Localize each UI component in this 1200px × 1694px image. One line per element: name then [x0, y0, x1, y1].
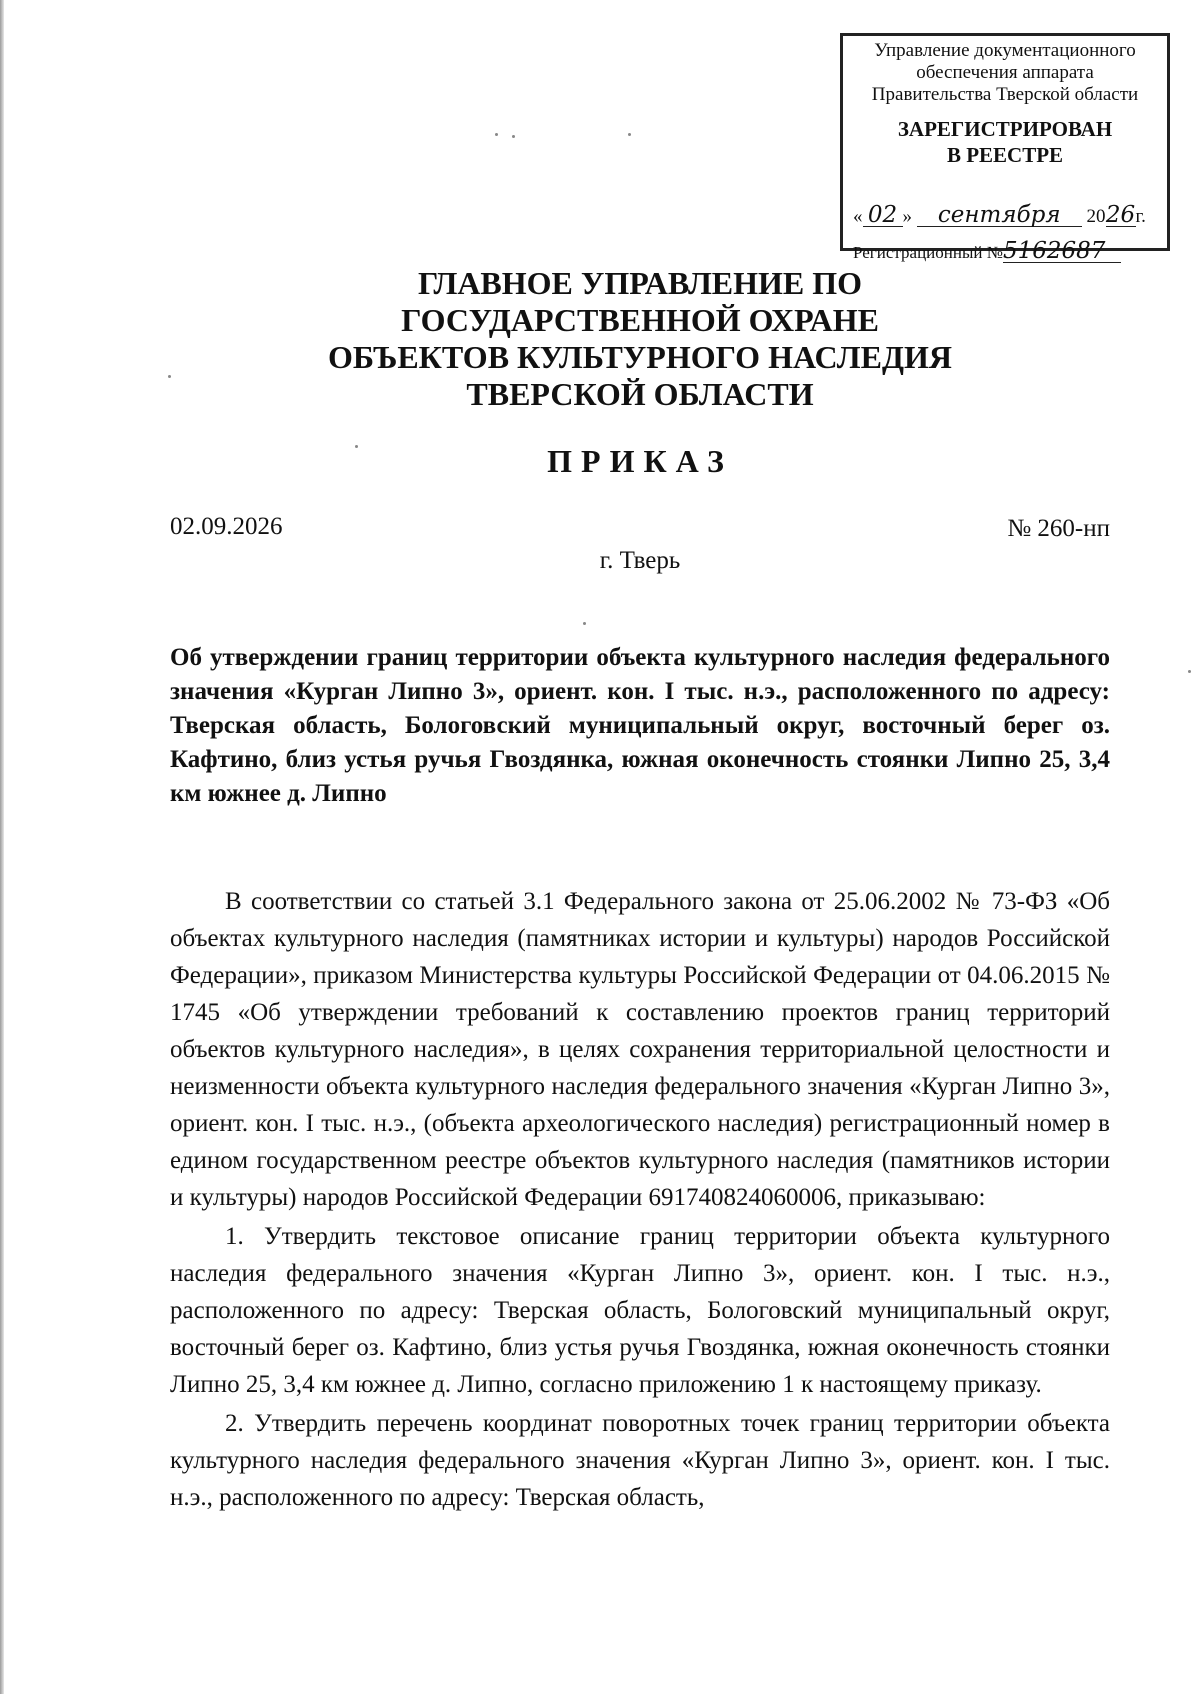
- stamp-reg-number: [853, 240, 1163, 264]
- stamp-reg-label: Регистрационный №: [853, 243, 1003, 262]
- stamp-organization: [843, 40, 1167, 106]
- scan-speck: [495, 133, 498, 136]
- stamp-year-suffix: 26: [1105, 202, 1136, 228]
- document-number: № 260-нп: [1007, 515, 1110, 542]
- heading-line1: ГЛАВНОЕ УПРАВЛЕНИЕ ПО: [417, 265, 863, 301]
- scan-edge: [0, 0, 4, 1694]
- stamp-org-line1: Управление документационного: [874, 40, 1136, 61]
- heading-line2: ГОСУДАРСТВЕННОЙ ОХРАНЕ: [401, 302, 879, 338]
- body-preamble: В соответствии со статьей 3.1 Федерального закона от 25.06.2002 № 73-ФЗ «Об объектах культурного наследия (памятниках истории и культуры) народов Российской Федерации», приказом Министерства культуры Российской Федерации от 04.06.2015 № 1745 «Об утверждении требований к составлению проектов границ территорий объектов культурного наследия», в целях сохранения территориальной целостности и неизменности объекта культурного наследия федерального значения «Курган Липно 3», ориент. кон. I тыс. н.э., (объекта археологического наследия) регистрационный номер в едином государственном реестре объектов культурного наследия (памятников истории и культуры) народов Российской Федерации 691740824060006, приказываю:: [170, 888, 1110, 1211]
- scan-speck: [583, 622, 586, 625]
- stamp-month: сентября: [917, 204, 1082, 227]
- stamp-year-prefix: 20: [1086, 206, 1106, 227]
- body-item-1: 1. Утвердить текстовое описание границ территории объекта культурного наследия федерального значения «Курган Липно 3», ориент. кон. I тыс. н.э., расположенного по адресу: Тверская область, Бологовский муниципальный округ, восточный берег оз. Кафтино, близ устья ручья Гвоздянка, южная оконечность стоянки Липно 25, 3,4 км южнее д. Липно, согласно приложению 1 к настоящему приказу.: [170, 1223, 1110, 1398]
- document-date: 02.09.2026: [170, 513, 283, 540]
- stamp-org-line2: обеспечения аппарата: [916, 62, 1094, 83]
- scan-speck: [628, 133, 631, 136]
- stamp-day: 02: [863, 204, 903, 227]
- stamp-reg-value: 5162687: [1003, 240, 1121, 263]
- organization-heading: [170, 265, 1110, 413]
- scan-speck: [512, 135, 515, 138]
- scan-speck: [1188, 670, 1191, 673]
- stamp-registered: [843, 116, 1167, 168]
- stamp-org-line3: Правительства Тверской области: [871, 84, 1139, 105]
- scan-speck: [168, 375, 171, 378]
- scan-speck: [355, 445, 358, 448]
- document-subject: Об утверждении границ территории объекта культурного наследия федерального значения «Курган Липно 3», ориент. кон. I тыс. н.э., расположенного по адресу: Тверская область, Бологовский муниципальный округ, восточный берег оз. Кафтино, близ устья ручья Гвоздянка, южная оконечность стоянки Липно 25, 3,4 км южнее д. Липно: [170, 644, 1110, 807]
- stamp-registered-line1: ЗАРЕГИСТРИРОВАН: [897, 117, 1113, 141]
- stamp-registered-line2: В РЕЕСТРЕ: [946, 143, 1064, 167]
- document-city: г. Тверь: [599, 547, 681, 574]
- stamp-date: « 02 » сентября 2026г.: [853, 202, 1146, 228]
- stamp-year-end: г.: [1135, 206, 1146, 227]
- document-body: [170, 883, 1110, 1518]
- document-type: ПРИКАЗ: [547, 443, 733, 479]
- heading-line3: ОБЪЕКТОВ КУЛЬТУРНОГО НАСЛЕДИЯ: [328, 339, 952, 375]
- body-item-2: 2. Утвердить перечень координат поворотных точек границ территории объекта культурного наследия федерального значения «Курган Липно 3», ориент. кон. I тыс. н.э., расположенного по адресу: Тверская область,: [170, 1410, 1110, 1511]
- heading-line4: ТВЕРСКОЙ ОБЛАСТИ: [466, 376, 814, 412]
- registration-stamp: [840, 33, 1170, 264]
